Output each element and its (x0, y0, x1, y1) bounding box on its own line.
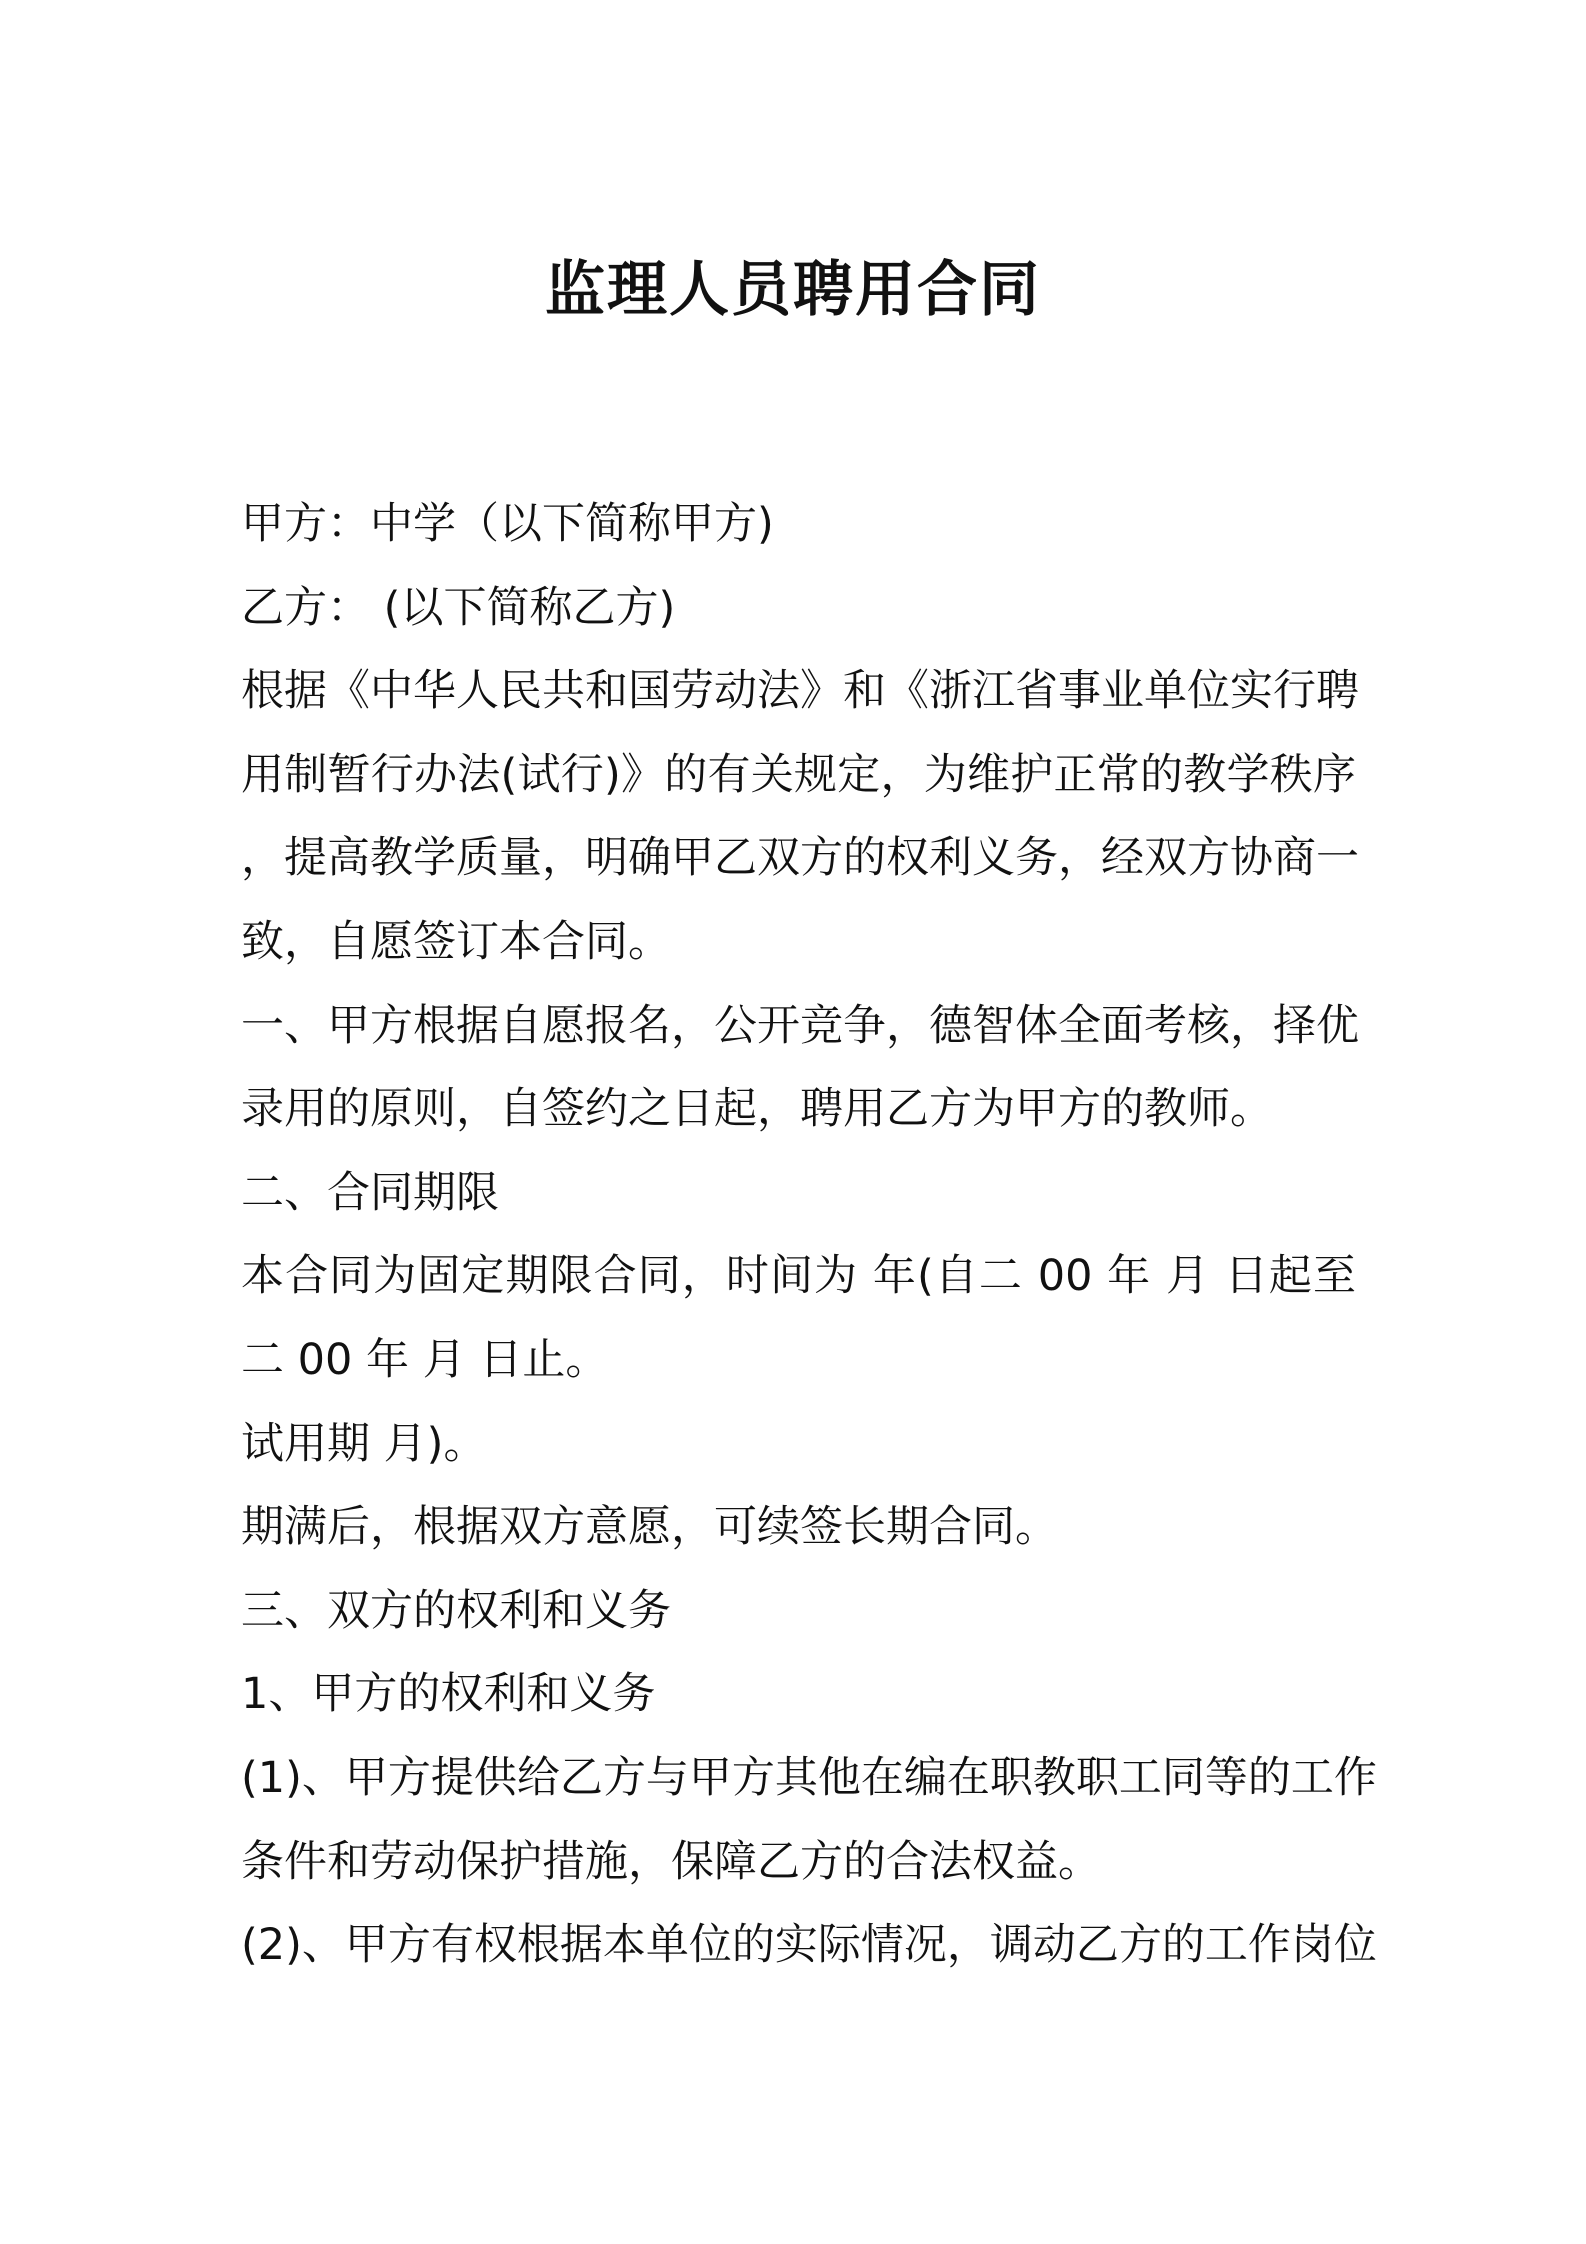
clause-line: 一、甲方根据自愿报名，公开竞争，德智体全面考核，择优 (241, 1000, 1359, 1051)
clause-line: 录用的原则，自签约之日起，聘用乙方为甲方的教师。 (241, 1084, 1273, 1135)
paragraph-line: ，提高教学质量，明确甲乙双方的权利义务，经双方协商一 (241, 833, 1359, 884)
clause-line: 期满后，根据双方意愿，可续签长期合同。 (241, 1502, 1058, 1553)
clause-line: (1)、甲方提供给乙方与甲方其他在编在职教职工同等的工作 (241, 1752, 1377, 1803)
clause-line: 试用期 月)。 (241, 1418, 487, 1469)
party-a-line: 甲方：中学（以下简称甲方) (241, 499, 774, 549)
paragraph-line: 致，自愿签订本合同。 (241, 916, 671, 967)
paragraph-line: 根据《中华人民共和国劳动法》和《浙江省事业单位实行聘 (241, 666, 1359, 717)
section-heading: 二、合同期限 (241, 1167, 499, 1218)
clause-line: (2)、甲方有权根据本单位的实际情况，调动乙方的工作岗位 (241, 1920, 1377, 1971)
clause-line: 本合同为固定期限合同，时间为 年(自二 00 年 月 日起至 (241, 1251, 1356, 1302)
subsection-heading: 1、甲方的权利和义务 (241, 1669, 656, 1720)
party-b-line: 乙方： (以下简称乙方) (241, 582, 676, 633)
section-heading: 三、双方的权利和义务 (241, 1585, 671, 1636)
clause-line: 二 00 年 月 日止。 (241, 1334, 609, 1385)
paragraph-line: 用制暂行办法(试行)》的有关规定，为维护正常的教学秩序 (241, 749, 1356, 800)
document-body (241, 483, 1377, 1988)
document-title: 监理人员聘用合同 (545, 255, 1041, 325)
clause-line: 条件和劳动保护措施，保障乙方的合法权益。 (241, 1836, 1101, 1887)
